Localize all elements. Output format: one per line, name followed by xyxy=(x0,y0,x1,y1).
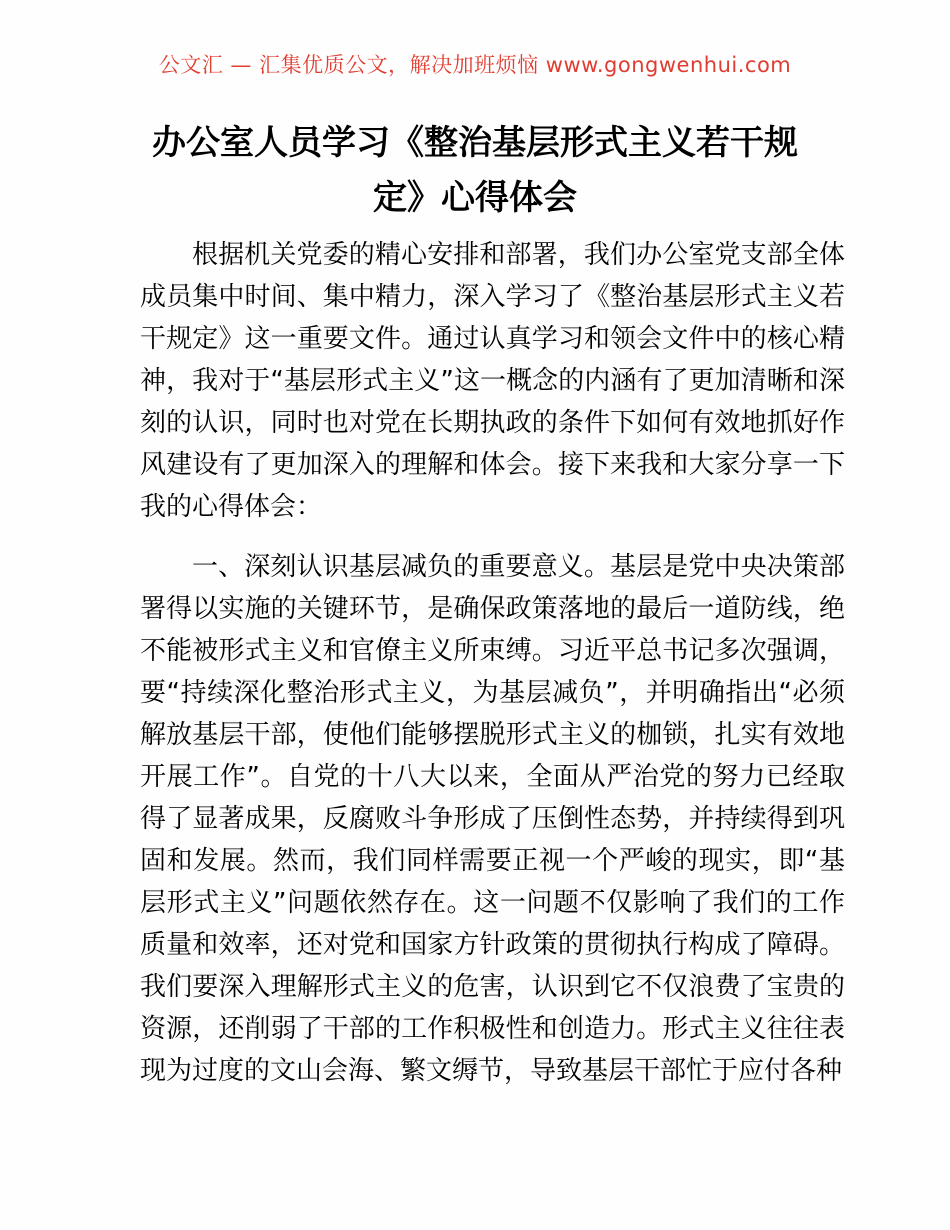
document-body xyxy=(140,234,845,1092)
site-watermark: 公文汇 — 汇集优质公文，解决加班烦恼 www.gongwenhui.com xyxy=(158,53,792,77)
page-title: 办公室人员学习《整治基层形式主义若干规定》心得体会 xyxy=(152,123,798,218)
paragraph-section-1: 一、深刻认识基层减负的重要意义。基层是党中央决策部署得以实施的关键环节，是确保政策落地的最后一道防线，绝不能被形式主义和官僚主义所束缚。习近平总书记多次强调，要“持续深化整治形式主义，为基层减负”，并明确指出“必须解放基层干部，使他们能够摆脱形式主义的枷锁，扎实有效地开展工作”。自党的十八大以来，全面从严治党的努力已经取得了显著成果，反腐败斗争形成了压倒性态势，并持续得到巩固和发展。然而，我们同样需要正视一个严峻的现实，即“基层形式主义”问题依然存在。这一问题不仅影响了我们的工作质量和效率，还对党和国家方针政策的贯彻执行构成了障碍。我们要深入理解形式主义的危害，认识到它不仅浪费了宝贵的资源，还削弱了干部的工作积极性和创造力。形式主义往往表现为过度的文山会海、繁文缛节，导致基层干部忙于应付各种 xyxy=(140,552,845,1086)
paragraph-intro: 根据机关党委的精心安排和部署，我们办公室党支部全体成员集中时间、集中精力，深入学习了《整治基层形式主义若干规定》这一重要文件。通过认真学习和领会文件中的核心精神，我对于“基层形式主义”这一概念的内涵有了更加清晰和深刻的认识，同时也对党在长期执政的条件下如何有效地抓好作风建设有了更加深入的理解和体会。接下来我和大家分享一下我的心得体会： xyxy=(140,240,845,522)
